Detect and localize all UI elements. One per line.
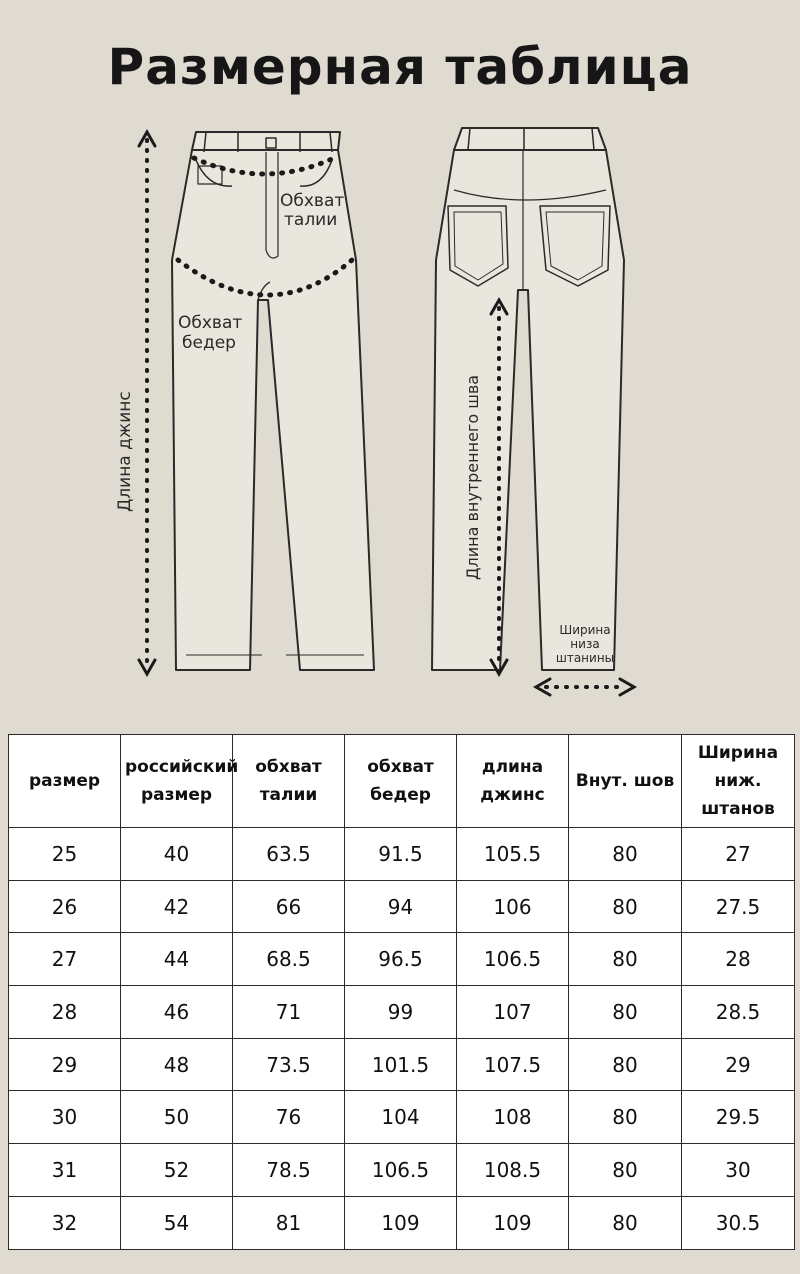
size-table [8, 734, 795, 1250]
header-hips: обхват бедер [345, 735, 457, 828]
header-waist: обхват талии [233, 735, 345, 828]
table-cell: 40 [121, 828, 233, 881]
table-cell: 32 [9, 1196, 121, 1249]
table-cell: 68.5 [233, 933, 345, 986]
header-length: длина джинс [457, 735, 569, 828]
table-cell: 71 [233, 986, 345, 1039]
table-cell: 107.5 [457, 1038, 569, 1091]
table-cell: 76 [233, 1091, 345, 1144]
table-cell: 80 [569, 1038, 682, 1091]
table-cell: 106.5 [345, 1144, 457, 1197]
hips-label-line2: бедер [182, 333, 236, 353]
table-cell: 54 [121, 1196, 233, 1249]
table-cell: 80 [569, 1144, 682, 1197]
header-hem-width: Ширина ниж. штанов [682, 735, 795, 828]
table-cell: 29 [9, 1038, 121, 1091]
waist-label-line2: талии [284, 210, 338, 230]
table-body [9, 828, 795, 1250]
table-row [9, 880, 795, 933]
table-row [9, 1038, 795, 1091]
table-cell: 29.5 [682, 1091, 795, 1144]
table-cell: 99 [345, 986, 457, 1039]
table-cell: 105.5 [457, 828, 569, 881]
inseam-label: Длина внутреннего шва [463, 374, 482, 580]
table-cell: 108.5 [457, 1144, 569, 1197]
table-cell: 80 [569, 933, 682, 986]
table-cell: 73.5 [233, 1038, 345, 1091]
table-cell: 104 [345, 1091, 457, 1144]
table-cell: 27 [682, 828, 795, 881]
table-cell: 94 [345, 880, 457, 933]
table-cell: 46 [121, 986, 233, 1039]
table-row [9, 1196, 795, 1249]
table-cell: 78.5 [233, 1144, 345, 1197]
header-inseam: Внут. шов [569, 735, 682, 828]
table-cell: 80 [569, 1196, 682, 1249]
table-cell: 108 [457, 1091, 569, 1144]
hem-label-line2: низа [570, 637, 600, 651]
table-cell: 27 [9, 933, 121, 986]
table-cell: 31 [9, 1144, 121, 1197]
table-cell: 30 [682, 1144, 795, 1197]
table-cell: 52 [121, 1144, 233, 1197]
jeans-diagram [0, 110, 800, 710]
table-cell: 109 [345, 1196, 457, 1249]
header-size: размер [9, 735, 121, 828]
table-cell: 80 [569, 1091, 682, 1144]
table-cell: 106.5 [457, 933, 569, 986]
waist-label-line1: Обхват [280, 191, 345, 211]
table-cell: 44 [121, 933, 233, 986]
table-header-row [9, 735, 795, 828]
table-cell: 28 [682, 933, 795, 986]
table-row [9, 1144, 795, 1197]
header-russian-size: российский размер [121, 735, 233, 828]
table-cell: 30.5 [682, 1196, 795, 1249]
table-cell: 25 [9, 828, 121, 881]
page-title: Размерная таблица [107, 38, 693, 96]
table-cell: 107 [457, 986, 569, 1039]
hem-label-line3: штанины [555, 651, 615, 665]
length-arrow [139, 132, 155, 674]
table-cell: 50 [121, 1091, 233, 1144]
table-cell: 30 [9, 1091, 121, 1144]
table-cell: 101.5 [345, 1038, 457, 1091]
hem-label-line1: Ширина [559, 623, 611, 637]
table-cell: 66 [233, 880, 345, 933]
table-row [9, 986, 795, 1039]
jeans-back-drawing [432, 128, 624, 670]
table-cell: 106 [457, 880, 569, 933]
table-row [9, 1091, 795, 1144]
table-cell: 96.5 [345, 933, 457, 986]
table-cell: 81 [233, 1196, 345, 1249]
hem-arrow [536, 679, 634, 695]
table-cell: 63.5 [233, 828, 345, 881]
table-cell: 28 [9, 986, 121, 1039]
table-cell: 26 [9, 880, 121, 933]
table-row [9, 933, 795, 986]
table-cell: 91.5 [345, 828, 457, 881]
table-cell: 27.5 [682, 880, 795, 933]
table-cell: 29 [682, 1038, 795, 1091]
length-label: Длина джинс [115, 391, 135, 512]
table-cell: 28.5 [682, 986, 795, 1039]
table-cell: 80 [569, 828, 682, 881]
table-cell: 42 [121, 880, 233, 933]
table-cell: 80 [569, 986, 682, 1039]
hips-label-line1: Обхват [178, 313, 243, 333]
table-row [9, 828, 795, 881]
size-table-container [8, 734, 794, 1250]
table-cell: 80 [569, 880, 682, 933]
table-cell: 48 [121, 1038, 233, 1091]
jeans-front-drawing [172, 132, 374, 670]
table-cell: 109 [457, 1196, 569, 1249]
